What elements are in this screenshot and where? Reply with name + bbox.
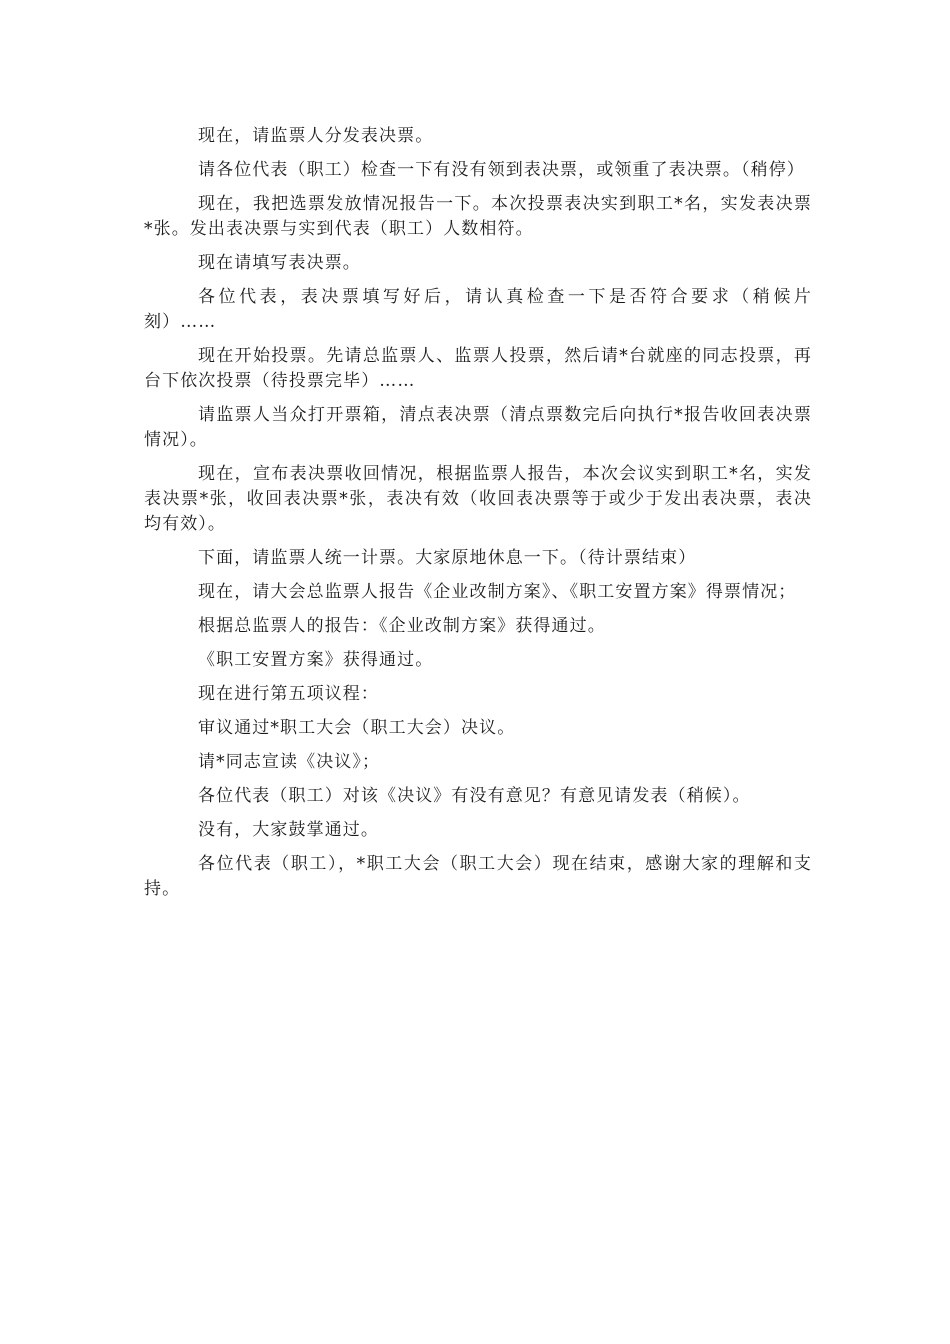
paragraph-applause-pass: 没有，大家鼓掌通过。 [198,820,379,840]
paragraph-open-ballot-box: 请监票人当众打开票箱，清点表决票（清点票数完后向执行*报告收回表决票情况）。 [144,405,812,450]
paragraph-distribute-ballots: 现在，请监票人分发表决票。 [198,126,434,146]
paragraph-verify-ballots: 各位代表，表决票填写好后，请认真检查一下是否符合要求（稍候片刻）…… [144,287,812,332]
paragraph-fill-ballots: 现在请填写表决票。 [198,253,361,273]
paragraph-check-ballots: 请各位代表（职工）检查一下有没有领到表决票，或领重了表决票。（稍停） [198,160,805,180]
paragraph-fifth-agenda: 现在进行第五项议程： [198,684,379,704]
paragraph-meeting-close: 各位代表（职工），*职工大会（职工大会）现在结束，感谢大家的理解和支持。 [144,854,812,899]
paragraph-placement-plan-passed: 《职工安置方案》获得通过。 [198,650,434,670]
paragraph-reform-plan-passed: 根据总监票人的报告：《企业改制方案》获得通过。 [198,616,606,636]
paragraph-count-votes: 下面，请监票人统一计票。大家原地休息一下。（待计票结束） [198,548,697,568]
paragraph-start-voting: 现在开始投票。先请总监票人、监票人投票，然后请*台就座的同志投票，再台下依次投票（待投票完毕）…… [144,346,812,391]
paragraph-announce-return: 现在，宣布表决票收回情况，根据监票人报告，本次会议实到职工*名，实发表决票*张，收回表决票*张，表决有效（收回表决票等于或少于发出表决票，表决均有效）。 [144,464,812,534]
document-body [144,124,812,911]
paragraph-ballot-report: 现在，我把选票发放情况报告一下。本次投票表决实到职工*名，实发表决票*张。发出表决票与实到代表（职工）人数相符。 [144,194,812,239]
paragraph-ask-opinions: 各位代表（职工）对该《决议》有没有意见？有意见请发表（稍候）。 [198,786,751,806]
paragraph-report-results: 现在，请大会总监票人报告《企业改制方案》、《职工安置方案》得票情况； [198,582,797,602]
paragraph-read-resolution: 请*同志宣读《决议》； [198,752,381,772]
paragraph-review-resolution: 审议通过*职工大会（职工大会）决议。 [198,718,516,738]
